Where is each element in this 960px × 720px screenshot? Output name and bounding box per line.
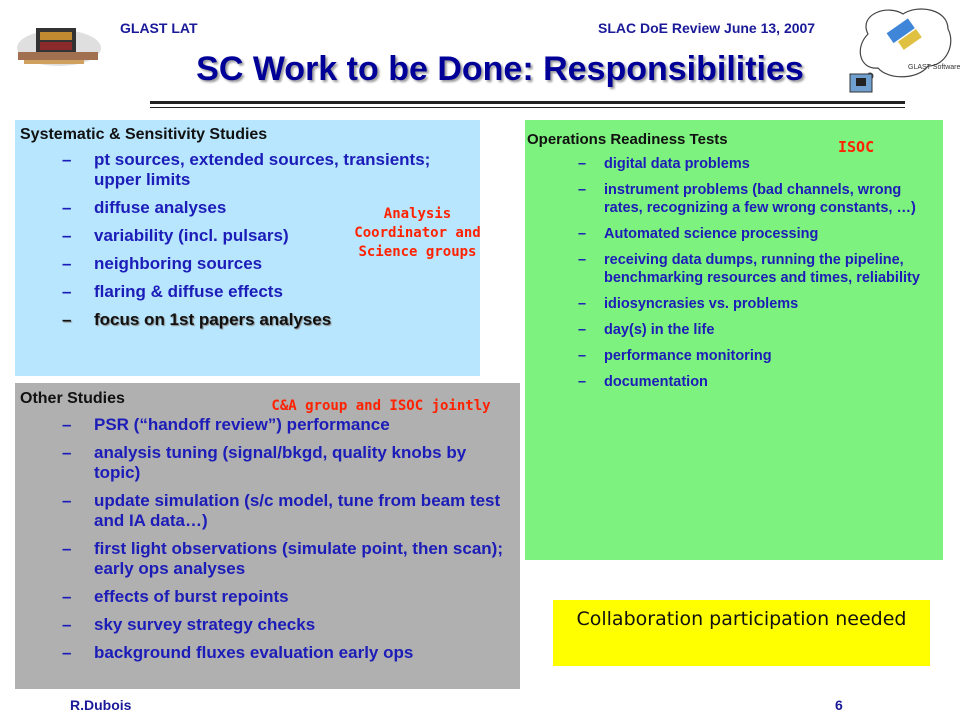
other-studies-title: Other Studies <box>20 390 125 407</box>
list-item: – background fluxes evaluation early ops <box>62 643 414 662</box>
list-item: – analysis tuning (signal/bkgd, quality knobs by topic) <box>62 443 467 482</box>
list-item: – day(s) in the life <box>578 322 715 338</box>
list-item: – idiosyncrasies vs. problems <box>578 296 799 312</box>
page-number: 6 <box>835 697 843 713</box>
header-right: SLAC DoE Review June 13, 2007 <box>598 20 816 36</box>
list-item: – diffuse analyses <box>62 198 227 217</box>
systematic-title: Systematic & Sensitivity Studies <box>20 126 268 143</box>
satellite-logo <box>14 14 104 76</box>
list-item: – pt sources, extended sources, transients; upper limits <box>62 150 431 189</box>
joint-note: C&A group and ISOC jointly <box>271 398 491 414</box>
operations-title: Operations Readiness Tests <box>527 131 728 148</box>
analysis-note: Analysis Coordinator and Science groups <box>354 206 481 260</box>
software-label: GLAST Software <box>908 64 960 71</box>
list-item: – documentation <box>578 374 708 390</box>
list-item: – variability (incl. pulsars) <box>62 226 289 245</box>
list-item: – neighboring sources <box>62 254 263 273</box>
title-rule-thin <box>150 107 905 108</box>
list-item: – effects of burst repoints <box>62 587 289 606</box>
other-studies-list <box>62 415 512 671</box>
operations-list <box>578 155 940 399</box>
list-item: – update simulation (s/c model, tune from beam test and IA data…) <box>62 491 501 530</box>
list-item: – first light observations (simulate point, then scan); early ops analyses <box>62 539 503 578</box>
list-item-emphasis: – focus on 1st papers analyses <box>62 310 332 329</box>
software-logo <box>848 4 958 96</box>
list-item: – PSR (“handoff review”) performance <box>62 415 390 434</box>
header-left: GLAST LAT <box>120 20 198 36</box>
isoc-note: ISOC <box>838 138 875 156</box>
list-item: – performance monitoring <box>578 348 772 364</box>
list-item: – instrument problems (bad channels, wrong rates, recognizing a few wrong constants, …) <box>578 182 916 216</box>
list-item: – digital data problems <box>578 156 750 172</box>
footer-author: R.Dubois <box>70 697 132 713</box>
collaboration-text: Collaboration participation needed <box>576 608 907 630</box>
list-item: – flaring & diffuse effects <box>62 282 283 301</box>
list-item: – Automated science processing <box>578 226 819 242</box>
title-rule <box>150 101 905 104</box>
collaboration-callout <box>553 600 930 666</box>
list-item: – sky survey strategy checks <box>62 615 316 634</box>
list-item: – receiving data dumps, running the pipeline, benchmarking resources and times, reliability <box>578 252 920 286</box>
page-title: SC Work to be Done: Responsibilities <box>196 50 804 88</box>
